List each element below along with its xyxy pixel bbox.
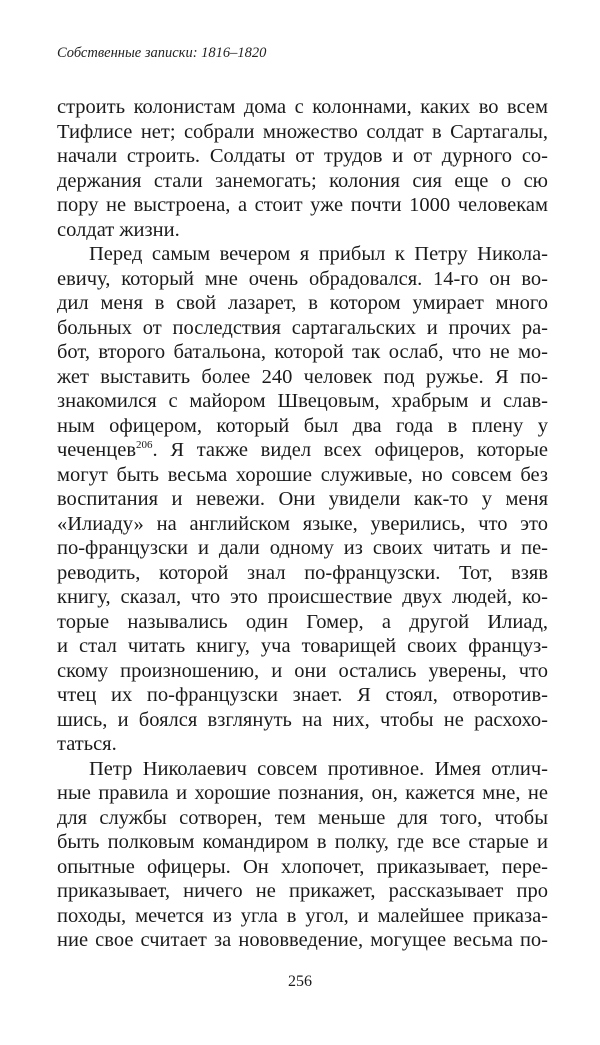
- text-line-content: реводить, которой знал по-французски. Тот, взяв: [57, 561, 548, 584]
- text-line: [57, 610, 548, 635]
- text-line: [57, 634, 548, 659]
- text-line-content: приказывает, ничего не прикажет, рассказывает про: [57, 880, 548, 902]
- text-line-content: Петр Николаевич совсем противное. Имея отлич-: [89, 757, 548, 780]
- text-line-content: держания стали занемогать; колония сия еще о сю: [57, 169, 548, 192]
- text-line: [57, 169, 548, 194]
- text-line: [57, 365, 548, 390]
- text-line: [57, 708, 548, 733]
- text-line-content: торые назывались один Гомер, а другой Илиад,: [57, 610, 548, 633]
- text-line: [57, 193, 548, 218]
- text-line-content: дил меня в свой лазарет, в котором умирает много: [57, 292, 548, 314]
- text-line: [57, 536, 548, 561]
- text-line: [57, 438, 548, 463]
- text-line: [57, 683, 548, 708]
- text-line-content: евичу, который мне очень обрадовался. 14-го он во-: [57, 267, 548, 290]
- footnote-reference[interactable]: 206: [136, 439, 153, 452]
- text-line-content: могут быть весьма хорошие служивые, но совсем без: [57, 463, 548, 486]
- text-line: [57, 585, 548, 610]
- text-line: [57, 879, 548, 904]
- text-line: [57, 414, 548, 439]
- text-line-content: по-французски и дали одному из своих читать и пе-: [57, 537, 548, 559]
- text-line: [57, 561, 548, 586]
- text-line-content: начали строить. Солдаты от трудов и от дурного со-: [57, 145, 548, 167]
- text-line: [57, 267, 548, 292]
- text-line-content: «Илиаду» на английском языке, уверились, что это: [57, 512, 548, 535]
- text-line: [57, 218, 548, 243]
- text-line-content: таться.: [57, 733, 117, 755]
- text-line: [57, 928, 548, 953]
- text-line: [57, 291, 548, 316]
- text-line-continuation: . Я также видел всех офицеров, которые: [152, 439, 548, 461]
- text-line: [57, 95, 548, 120]
- text-line: [57, 904, 548, 929]
- text-line-content: ные правила и хорошие познания, он, кажется мне, не: [57, 782, 548, 804]
- text-line-content: и стал читать книгу, уча товарищей своих француз-: [57, 635, 548, 657]
- text-line-content: быть полковым командиром в полку, где все старые и: [57, 831, 548, 853]
- body-text: [57, 95, 548, 953]
- text-line: [57, 463, 548, 488]
- text-line-content: шись, и боялся взглянуть на них, чтобы не расхохо-: [57, 708, 548, 731]
- running-head: Собственные записки: 1816–1820: [57, 45, 267, 61]
- text-line-content: ние свое считает за нововведение, могущее весьма по-: [57, 929, 548, 951]
- text-line: [57, 830, 548, 855]
- text-line-content: для службы сотворен, тем меньше для того, чтобы: [57, 806, 548, 829]
- text-line-content: Тифлисе нет; собрали множество солдат в Сартагалы,: [57, 120, 548, 143]
- text-line-content: скому произношению, и они остались уверены, что: [57, 659, 548, 682]
- text-line-content: Перед самым вечером я прибыл к Петру Никола-: [89, 243, 548, 265]
- text-line-content: чеченцев: [57, 439, 137, 461]
- text-line-content: пору не выстроена, а стоит уже почти 1000 человекам: [57, 194, 548, 216]
- text-line: [57, 732, 548, 757]
- text-line: [57, 389, 548, 414]
- text-line: [57, 242, 548, 267]
- text-line: [57, 659, 548, 684]
- text-line-content: строить колонистам дома с колоннами, каких во всем: [57, 96, 548, 118]
- text-line: [57, 120, 548, 145]
- text-line-content: солдат жизни.: [57, 218, 180, 241]
- text-line: [57, 316, 548, 341]
- text-line-content: жет выставить более 240 человек под ружье. Я по-: [57, 365, 548, 388]
- text-line-content: ным офицером, который был два года в плену у: [57, 414, 548, 437]
- text-line: [57, 757, 548, 782]
- text-line-content: воспитания и невежи. Они увидели как-то у меня: [57, 488, 548, 510]
- text-line-content: книгу, сказал, что это происшествие двух людей, ко-: [57, 586, 548, 608]
- text-line: [57, 512, 548, 537]
- text-line-content: бот, второго батальона, которой так ослаб, что не мо-: [57, 341, 548, 363]
- text-line-content: больных от последствия сартагальских и прочих ра-: [57, 316, 548, 339]
- text-line-content: опытные офицеры. Он хлопочет, приказывает, пере-: [57, 855, 548, 878]
- page-number: 256: [288, 973, 312, 990]
- text-line: [57, 806, 548, 831]
- text-line: [57, 781, 548, 806]
- text-line: [57, 855, 548, 880]
- text-line-content: чтец их по-французски знает. Я стоял, отворотив-: [57, 684, 548, 706]
- text-line: [57, 340, 548, 365]
- text-line-content: походы, мечется из угла в угол, и малейшее приказа-: [57, 904, 548, 927]
- text-line: [57, 144, 548, 169]
- text-line: [57, 487, 548, 512]
- text-line-content: знакомился с майором Швецовым, храбрым и слав-: [57, 390, 548, 412]
